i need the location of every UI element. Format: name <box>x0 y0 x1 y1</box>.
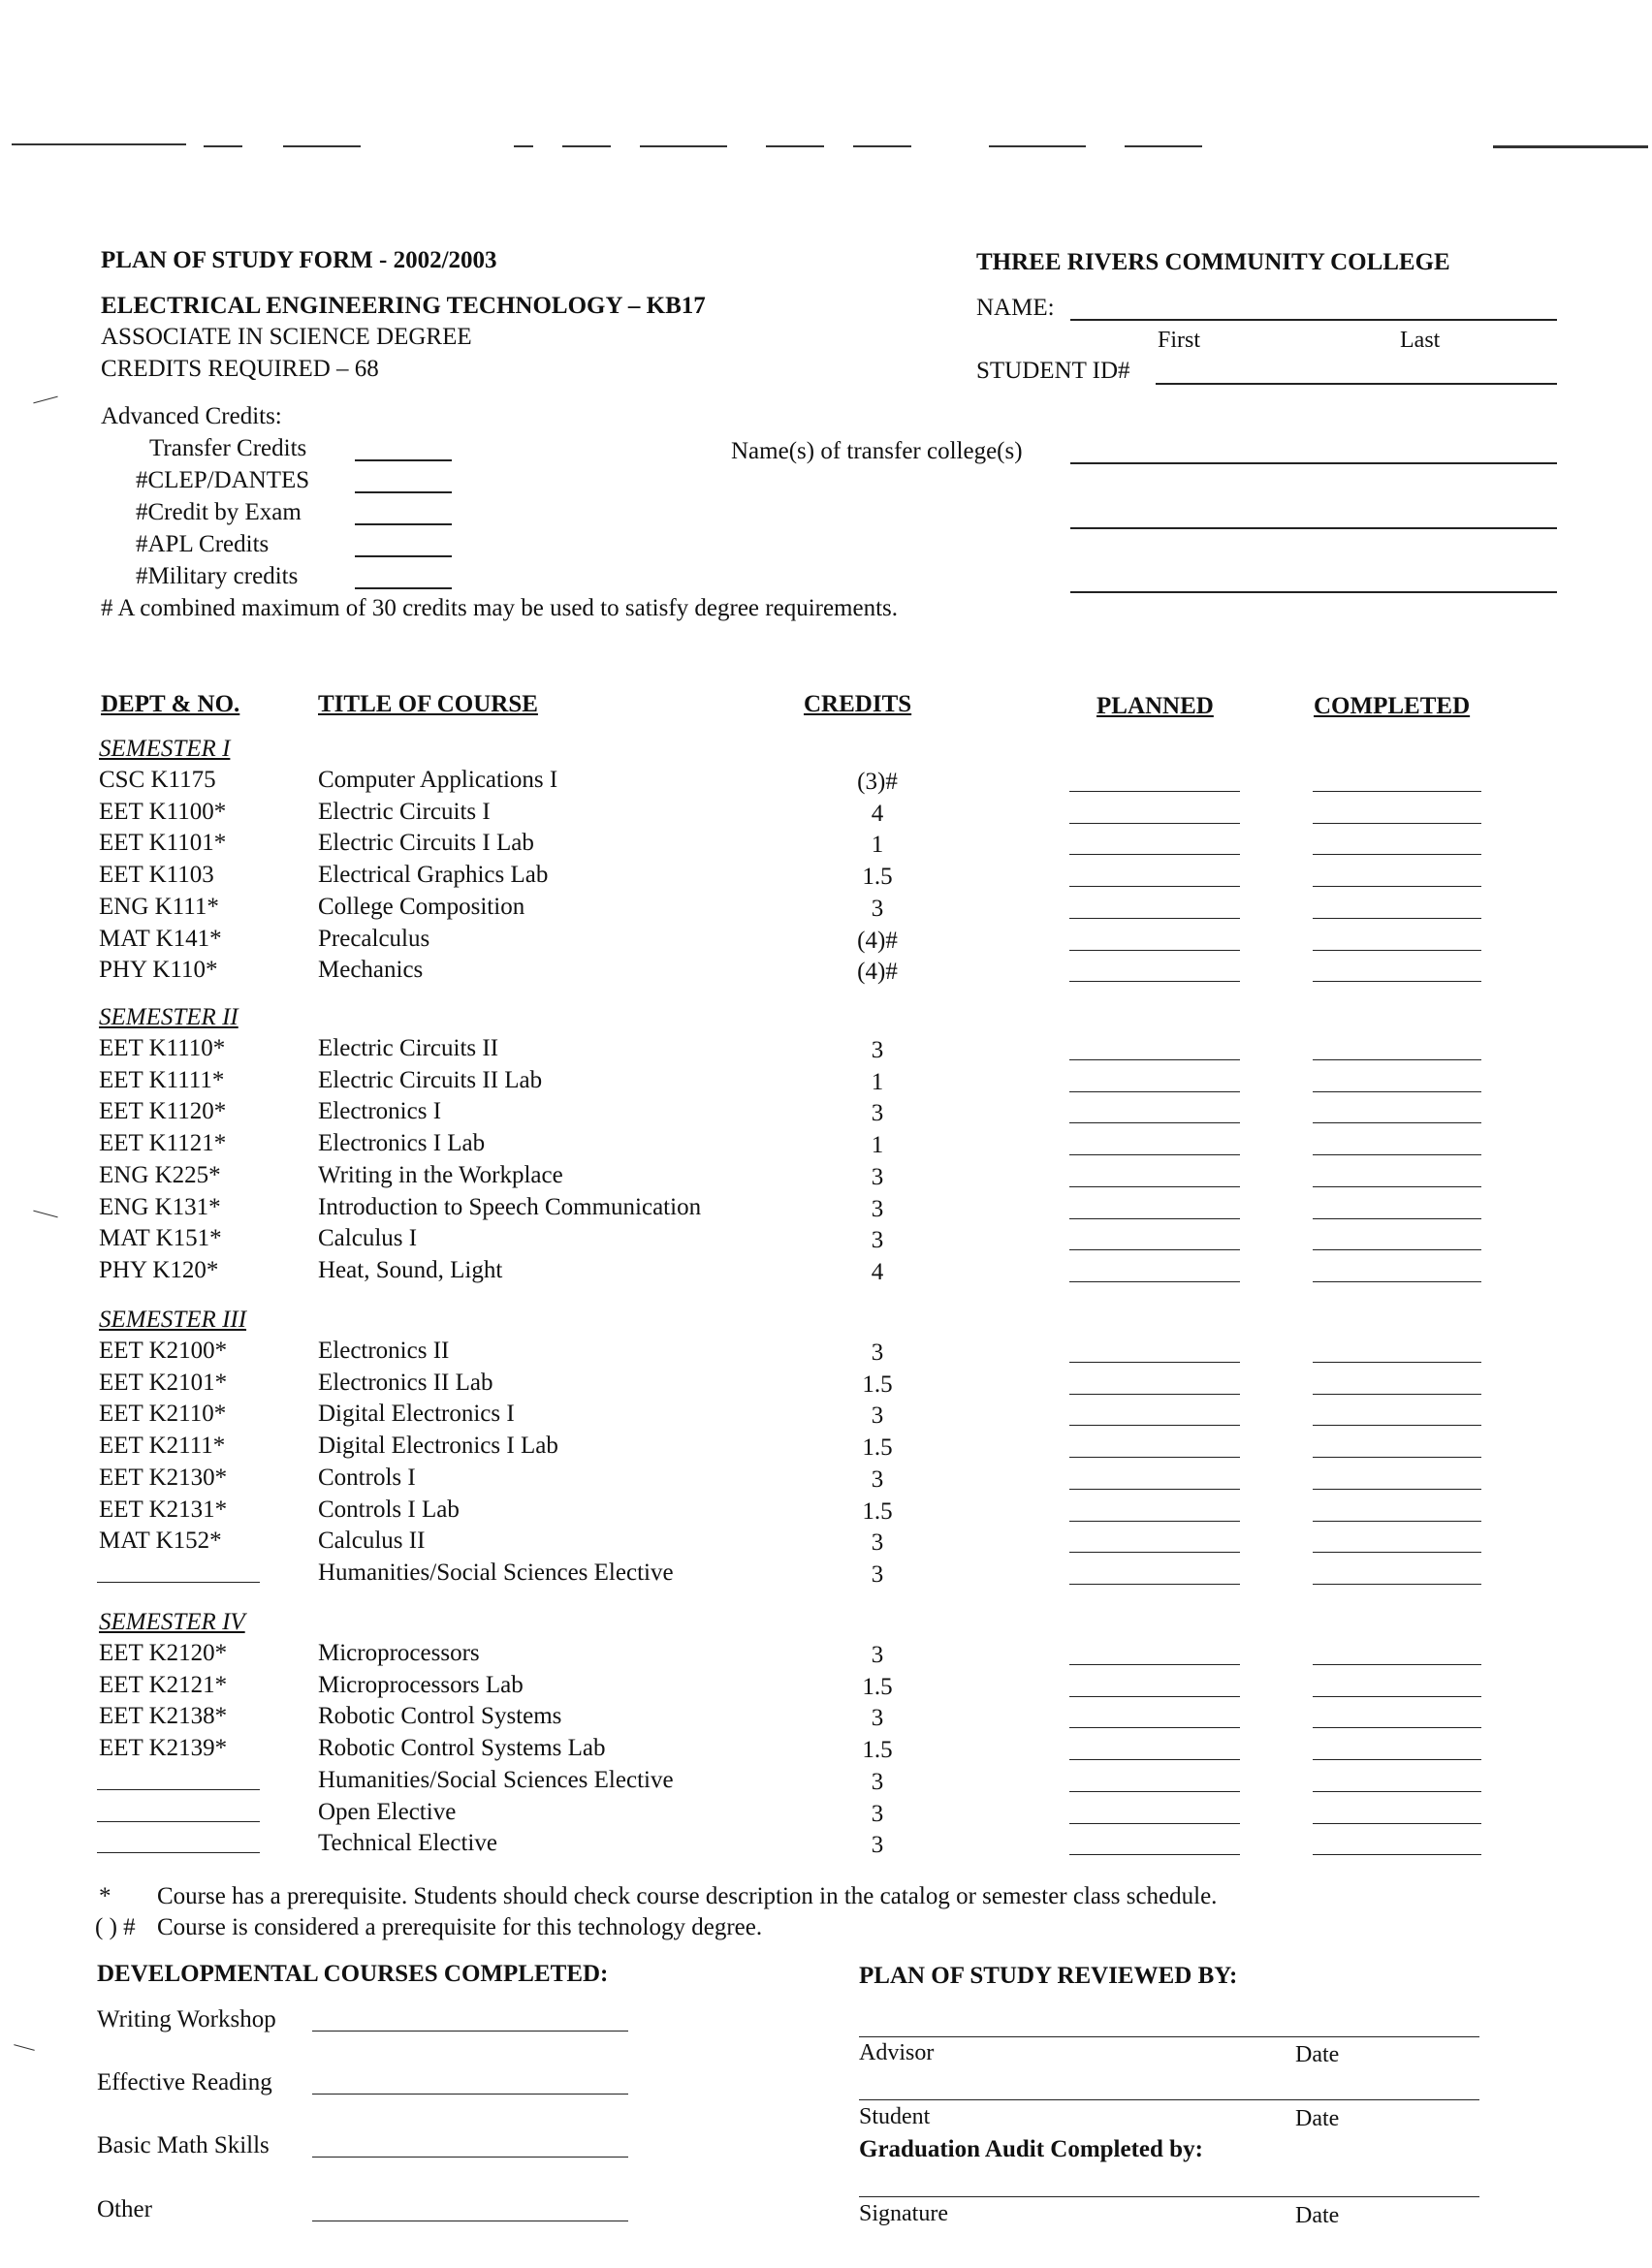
planned-field[interactable] <box>1069 1727 1240 1728</box>
course-dept: CSC K1175 <box>99 767 216 793</box>
planned-field[interactable] <box>1069 1218 1240 1219</box>
planned-field[interactable] <box>1069 1823 1240 1824</box>
column-header-dept: DEPT & NO. <box>101 691 240 717</box>
course-credits: 3 <box>871 1800 884 1827</box>
program-title: ELECTRICAL ENGINEERING TECHNOLOGY – KB17 <box>101 293 706 319</box>
college-name: THREE RIVERS COMMUNITY COLLEGE <box>976 249 1450 275</box>
course-dept: EET K1111* <box>99 1066 225 1093</box>
course-title: Digital Electronics I Lab <box>318 1433 558 1460</box>
planned-field[interactable] <box>1069 1425 1240 1426</box>
effective-reading-field[interactable] <box>312 2094 628 2095</box>
planned-field[interactable] <box>1069 950 1240 951</box>
planned-field[interactable] <box>1069 1249 1240 1250</box>
column-header-completed: COMPLETED <box>1314 693 1471 719</box>
course-dept: ENG K131* <box>99 1193 221 1220</box>
developmental-title: DEVELOPMENTAL COURSES COMPLETED: <box>97 1961 609 1987</box>
planned-field[interactable] <box>1069 1059 1240 1060</box>
course-title: Controls I <box>318 1464 416 1491</box>
completed-field[interactable] <box>1313 1457 1481 1458</box>
advisor-label: Advisor <box>859 2040 935 2065</box>
course-title: Electronics II <box>318 1338 450 1364</box>
completed-field[interactable] <box>1313 1154 1481 1155</box>
course-credits: 3 <box>871 1560 884 1588</box>
margin-mark <box>14 2044 35 2051</box>
credit-by-exam-label: #Credit by Exam <box>136 499 302 525</box>
completed-field[interactable] <box>1313 918 1481 919</box>
footnote-star-text: Course has a prerequisite. Students should check course description in the catalog or semester class schedule. <box>157 1883 1218 1909</box>
completed-field[interactable] <box>1313 1727 1481 1728</box>
course-dept: EET K2139* <box>99 1735 228 1762</box>
planned-field[interactable] <box>1069 1281 1240 1282</box>
completed-field[interactable] <box>1313 1823 1481 1824</box>
completed-field[interactable] <box>1313 854 1481 855</box>
course-dept: MAT K141* <box>99 925 222 952</box>
course-credits: 3 <box>871 1642 884 1668</box>
student-signature-field[interactable] <box>859 2099 1479 2100</box>
footnote-paren-text: Course is considered a prerequisite for this technology degree. <box>157 1914 763 1940</box>
course-credits: 1.5 <box>862 1497 893 1525</box>
course-title: College Composition <box>318 893 525 920</box>
course-title: Humanities/Social Sciences Elective <box>318 1559 674 1586</box>
course-credits: 1.5 <box>862 1737 893 1764</box>
course-credits: 3 <box>871 1195 884 1222</box>
course-credits: 4 <box>871 1258 884 1285</box>
course-dept: EET K2111* <box>99 1433 226 1460</box>
course-dept: EET K1101* <box>99 830 227 857</box>
completed-field[interactable] <box>1313 1059 1481 1060</box>
course-dept: MAT K152* <box>99 1528 222 1555</box>
planned-field[interactable] <box>1069 1362 1240 1363</box>
course-title: Mechanics <box>318 957 424 984</box>
course-title: Calculus I <box>318 1225 418 1252</box>
completed-field[interactable] <box>1313 950 1481 951</box>
planned-field[interactable] <box>1069 823 1240 824</box>
course-credits: (4)# <box>857 927 898 954</box>
column-header-credits: CREDITS <box>804 691 912 717</box>
course-dept-field[interactable] <box>97 1852 260 1853</box>
completed-field[interactable] <box>1313 981 1481 982</box>
course-credits: 1 <box>871 1068 884 1095</box>
student-id-label: STUDENT ID# <box>976 358 1130 384</box>
semester-heading: SEMESTER III <box>99 1307 247 1333</box>
course-dept-field[interactable] <box>97 1789 260 1790</box>
course-title: Heat, Sound, Light <box>318 1256 503 1283</box>
student-date-label: Date <box>1295 2106 1340 2131</box>
audit-date-label: Date <box>1295 2203 1340 2228</box>
planned-field[interactable] <box>1069 1122 1240 1123</box>
last-name-caption: Last <box>1400 328 1441 353</box>
course-dept-field[interactable] <box>97 1582 260 1583</box>
completed-field[interactable] <box>1313 1362 1481 1363</box>
planned-field[interactable] <box>1069 981 1240 982</box>
planned-field[interactable] <box>1069 886 1240 887</box>
course-credits: 4 <box>871 800 884 827</box>
transfer-college-field-1[interactable] <box>1070 462 1557 464</box>
advisor-date-label: Date <box>1295 2042 1340 2067</box>
course-credits: 3 <box>871 1100 884 1127</box>
course-credits: 3 <box>871 895 884 922</box>
course-credits: 1 <box>871 1132 884 1159</box>
course-dept: EET K1120* <box>99 1098 227 1125</box>
planned-field[interactable] <box>1069 854 1240 855</box>
planned-field[interactable] <box>1069 1521 1240 1522</box>
completed-field[interactable] <box>1313 1759 1481 1760</box>
completed-field[interactable] <box>1313 1218 1481 1219</box>
course-credits: (4)# <box>857 959 898 986</box>
completed-field[interactable] <box>1313 1249 1481 1250</box>
margin-mark <box>33 396 57 404</box>
footnote-star-symbol: * <box>99 1883 111 1909</box>
completed-field[interactable] <box>1313 1394 1481 1395</box>
course-dept: EET K2121* <box>99 1671 228 1698</box>
combined-max-note: # A combined maximum of 30 credits may be used to satisfy degree requirements. <box>101 595 899 621</box>
student-label: Student <box>859 2104 931 2129</box>
semester-heading: SEMESTER II <box>99 1004 238 1030</box>
course-title: Robotic Control Systems <box>318 1703 562 1730</box>
course-credits: 1.5 <box>862 1434 893 1462</box>
apl-credits-field[interactable] <box>355 555 452 557</box>
clep-dantes-label: #CLEP/DANTES <box>136 467 310 493</box>
column-header-title: TITLE OF COURSE <box>318 691 538 717</box>
course-dept: EET K1121* <box>99 1130 227 1157</box>
completed-field[interactable] <box>1313 1281 1481 1282</box>
course-credits: 3 <box>871 1768 884 1795</box>
apl-credits-label: #APL Credits <box>136 531 270 557</box>
planned-field[interactable] <box>1069 1154 1240 1155</box>
planned-field[interactable] <box>1069 918 1240 919</box>
course-credits: 1.5 <box>862 1673 893 1700</box>
course-credits: 3 <box>871 1037 884 1063</box>
transfer-college-field-3[interactable] <box>1070 591 1557 593</box>
course-dept: PHY K120* <box>99 1256 219 1283</box>
course-dept: EET K2101* <box>99 1369 228 1396</box>
course-title: Open Elective <box>318 1798 457 1825</box>
completed-field[interactable] <box>1313 1552 1481 1553</box>
planned-field[interactable] <box>1069 791 1240 792</box>
course-dept: EET K2138* <box>99 1703 228 1730</box>
course-title: Electronics I <box>318 1098 442 1125</box>
form-title: PLAN OF STUDY FORM - 2002/2003 <box>101 247 497 273</box>
name-field[interactable] <box>1070 319 1557 321</box>
completed-field[interactable] <box>1313 1122 1481 1123</box>
audit-signature-field[interactable] <box>859 2196 1479 2197</box>
completed-field[interactable] <box>1313 1091 1481 1092</box>
course-credits: 1.5 <box>862 1370 893 1398</box>
course-title: Writing in the Workplace <box>318 1161 563 1188</box>
course-title: Electric Circuits II <box>318 1035 499 1061</box>
course-title: Electric Circuits II Lab <box>318 1066 543 1093</box>
course-title: Microprocessors Lab <box>318 1671 524 1698</box>
course-title: Technical Elective <box>318 1830 497 1857</box>
name-label: NAME: <box>976 295 1055 321</box>
course-dept: MAT K151* <box>99 1225 222 1252</box>
clep-dantes-field[interactable] <box>355 491 452 493</box>
course-title: Computer Applications I <box>318 767 558 793</box>
course-dept: ENG K225* <box>99 1161 221 1188</box>
course-credits: 3 <box>871 1339 884 1366</box>
planned-field[interactable] <box>1069 1394 1240 1395</box>
planned-field[interactable] <box>1069 1489 1240 1490</box>
semester-heading: SEMESTER I <box>99 736 231 762</box>
advisor-signature-field[interactable] <box>859 2036 1479 2037</box>
course-credits: 1.5 <box>862 864 893 891</box>
course-credits: 3 <box>871 1832 884 1859</box>
course-credits: 3 <box>871 1163 884 1190</box>
completed-field[interactable] <box>1313 886 1481 887</box>
course-dept: EET K1100* <box>99 798 227 825</box>
planned-field[interactable] <box>1069 1664 1240 1665</box>
column-header-planned: PLANNED <box>1096 693 1214 719</box>
course-dept: EET K2100* <box>99 1338 228 1364</box>
course-credits: 3 <box>871 1529 884 1557</box>
writing-workshop-label: Writing Workshop <box>97 2006 276 2032</box>
other-label: Other <box>97 2196 152 2222</box>
course-title: Electric Circuits I <box>318 798 491 825</box>
review-title: PLAN OF STUDY REVIEWED BY: <box>859 1963 1238 1989</box>
completed-field[interactable] <box>1313 1425 1481 1426</box>
course-credits: 3 <box>871 1402 884 1430</box>
completed-field[interactable] <box>1313 1696 1481 1697</box>
course-title: Microprocessors <box>318 1640 480 1666</box>
course-title: Electronics II Lab <box>318 1369 493 1396</box>
completed-field[interactable] <box>1313 791 1481 792</box>
completed-field[interactable] <box>1313 1584 1481 1585</box>
student-id-field[interactable] <box>1156 383 1557 385</box>
completed-field[interactable] <box>1313 1791 1481 1792</box>
course-title: Introduction to Speech Communication <box>318 1193 702 1220</box>
transfer-credits-label: Transfer Credits <box>149 435 307 461</box>
course-credits: (3)# <box>857 769 898 795</box>
planned-field[interactable] <box>1069 1791 1240 1792</box>
course-title: Robotic Control Systems Lab <box>318 1735 606 1762</box>
transfer-college-label: Name(s) of transfer college(s) <box>731 438 1023 464</box>
course-dept: EET K2130* <box>99 1464 228 1491</box>
completed-field[interactable] <box>1313 1186 1481 1187</box>
course-dept: EET K2131* <box>99 1496 228 1523</box>
transfer-credits-field[interactable] <box>355 459 452 461</box>
completed-field[interactable] <box>1313 823 1481 824</box>
course-title: Electrical Graphics Lab <box>318 862 549 889</box>
course-title: Electric Circuits I Lab <box>318 830 534 857</box>
planned-field[interactable] <box>1069 1696 1240 1697</box>
course-title: Electronics I Lab <box>318 1130 486 1157</box>
planned-field[interactable] <box>1069 1091 1240 1092</box>
course-title: Digital Electronics I <box>318 1401 515 1428</box>
transfer-college-field-2[interactable] <box>1070 527 1557 529</box>
advanced-credits-title: Advanced Credits: <box>101 403 282 429</box>
effective-reading-label: Effective Reading <box>97 2069 272 2095</box>
planned-field[interactable] <box>1069 1457 1240 1458</box>
writing-workshop-field[interactable] <box>312 2031 628 2032</box>
planned-field[interactable] <box>1069 1759 1240 1760</box>
course-title: Calculus II <box>318 1528 426 1555</box>
course-credits: 3 <box>871 1705 884 1732</box>
planned-field[interactable] <box>1069 1186 1240 1187</box>
margin-mark <box>33 1211 57 1218</box>
military-credits-field[interactable] <box>355 587 452 589</box>
course-dept: EET K2110* <box>99 1401 227 1428</box>
course-title: Humanities/Social Sciences Elective <box>318 1766 674 1793</box>
course-credits: 3 <box>871 1227 884 1254</box>
basic-math-field[interactable] <box>312 2157 628 2158</box>
completed-field[interactable] <box>1313 1854 1481 1855</box>
signature-label: Signature <box>859 2201 948 2226</box>
course-dept: EET K2120* <box>99 1640 228 1666</box>
completed-field[interactable] <box>1313 1489 1481 1490</box>
first-name-caption: First <box>1158 328 1201 353</box>
credit-by-exam-field[interactable] <box>355 523 452 525</box>
course-dept: EET K1103 <box>99 862 214 889</box>
course-dept: EET K1110* <box>99 1035 226 1061</box>
planned-field[interactable] <box>1069 1854 1240 1855</box>
degree-label: ASSOCIATE IN SCIENCE DEGREE <box>101 324 472 350</box>
footnote-paren-symbol: ( ) # <box>95 1914 136 1940</box>
course-title: Precalculus <box>318 925 430 952</box>
completed-field[interactable] <box>1313 1521 1481 1522</box>
military-credits-label: #Military credits <box>136 563 299 589</box>
course-credits: 3 <box>871 1465 884 1493</box>
credits-required: CREDITS REQUIRED – 68 <box>101 356 379 382</box>
audit-title: Graduation Audit Completed by: <box>859 2136 1203 2162</box>
planned-field[interactable] <box>1069 1552 1240 1553</box>
course-dept: PHY K110* <box>99 957 218 984</box>
planned-field[interactable] <box>1069 1584 1240 1585</box>
course-dept: ENG K111* <box>99 893 219 920</box>
course-dept-field[interactable] <box>97 1821 260 1822</box>
semester-heading: SEMESTER IV <box>99 1609 245 1635</box>
course-title: Controls I Lab <box>318 1496 460 1523</box>
basic-math-label: Basic Math Skills <box>97 2132 270 2158</box>
completed-field[interactable] <box>1313 1664 1481 1665</box>
course-credits: 1 <box>871 832 884 859</box>
